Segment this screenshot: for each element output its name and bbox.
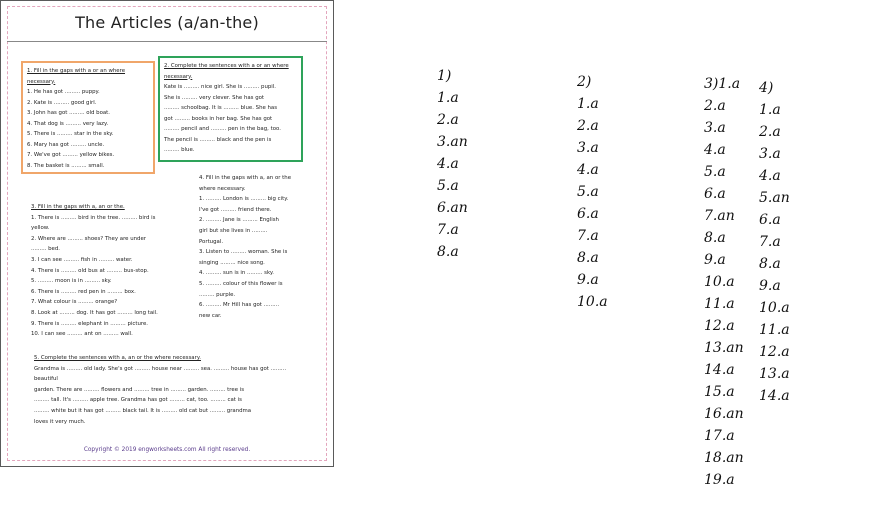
line-item: 11.a: [759, 322, 790, 338]
line-item: 13.an: [704, 340, 744, 356]
line-item: 4. That dog is ......... very lazy.: [27, 120, 109, 127]
line-item: 7.a: [437, 222, 459, 238]
line-item: 5. ......... moon is in ......... sky.: [31, 278, 112, 285]
line-item: 13.a: [759, 366, 790, 382]
line-item: girl but she lives in .........: [199, 227, 268, 234]
exercise-1-box: [21, 61, 155, 174]
line-item: Kate is ......... nice girl. She is ......... pupil.: [164, 84, 277, 90]
line-item: 1.a: [759, 102, 781, 118]
exercise-3-lines: [31, 213, 191, 340]
line-item: ......... white but it has got ......... black tail. It is ......... old cat but ......... grandma: [34, 407, 252, 414]
line-item: 9. There is ......... elephant in ......... picture.: [31, 320, 148, 327]
exercise-5-block: [34, 353, 300, 427]
title-divider: [7, 41, 327, 42]
line-item: 1): [437, 68, 452, 84]
line-item: 3.an: [437, 134, 468, 150]
line-item: 8.a: [704, 230, 726, 246]
line-item: 6.a: [759, 212, 781, 228]
line-item: 1. There is ......... bird in the tree. ......... bird is: [31, 214, 156, 221]
line-item: 5. There is ......... star in the sky.: [27, 131, 114, 137]
line-item: 2.a: [759, 124, 781, 140]
line-item: 7.an: [704, 208, 735, 224]
line-item: 6.a: [704, 186, 726, 202]
line-item: 8.a: [759, 256, 781, 272]
exercise-4-block: [199, 173, 305, 321]
line-item: 2. Kate is ......... good girl.: [27, 99, 97, 106]
line-item: 2.a: [577, 118, 599, 134]
line-item: 17.a: [704, 428, 735, 444]
line-item: 10.a: [759, 300, 790, 316]
line-item: 7. We've got ......... yellow bikes.: [27, 152, 115, 158]
line-item: 7. What colour is ......... orange?: [31, 299, 118, 306]
line-item: yellow.: [31, 225, 50, 232]
line-item: Portugal.: [199, 238, 224, 245]
line-item: 6.an: [437, 200, 468, 216]
line-item: 4. ......... sun is in ......... sky.: [199, 270, 275, 277]
line-item: 4.a: [437, 156, 459, 172]
line-item: 5.a: [704, 164, 726, 180]
line-item: singing ......... nice song.: [199, 259, 265, 266]
line-item: 4.a: [577, 162, 599, 178]
line-item: 6. ......... Mr Hill has got .........: [199, 302, 280, 309]
line-item: 2): [577, 74, 592, 90]
line-item: 11.a: [704, 296, 735, 312]
line-item: 6. Mary has got ......... uncle.: [27, 141, 105, 148]
line-item: 10.a: [577, 294, 608, 310]
line-item: She is ......... very clever. She has got: [164, 94, 265, 101]
line-item: ......... blue.: [164, 147, 195, 153]
line-item: 10.a: [704, 274, 735, 290]
exercise-5-heading: 5. Complete the sentences with a, an or the where necessary.: [34, 355, 201, 361]
line-item: 3.a: [759, 146, 781, 162]
line-item: 8.a: [577, 250, 599, 266]
line-item: 3.a: [577, 140, 599, 156]
answers-column-4: [759, 77, 790, 407]
exercise-4-heading: 4. Fill in the gaps with a, an or the where necessary.: [199, 175, 292, 192]
worksheet-image: [0, 0, 334, 467]
exercise-2-heading: 2. Complete the sentences with a or an where necessary.: [164, 63, 289, 80]
line-item: 9.a: [759, 278, 781, 294]
line-item: 19.a: [704, 472, 735, 488]
line-item: 9.a: [577, 272, 599, 288]
line-item: garden. There are ......... flowers and ......... tree in ......... garden. ......... tree is: [34, 386, 245, 393]
line-item: 15.a: [704, 384, 735, 400]
line-item: 5.a: [437, 178, 459, 194]
exercise-1-heading: 1. Fill in the gaps with a or an where necessary.: [27, 68, 126, 85]
exercise-2-lines: [164, 82, 297, 156]
exercise-3-heading: 3. Fill in the gaps with a, an or the.: [31, 204, 125, 210]
exercise-4-lines: [199, 194, 305, 321]
exercise-5-lines: [34, 364, 300, 428]
line-item: 3. I can see ......... fish in ......... water.: [31, 256, 133, 263]
line-item: 3)1.a: [704, 76, 741, 92]
line-item: 1.a: [577, 96, 599, 112]
line-item: 5. ......... colour of this flower is: [199, 280, 283, 287]
line-item: 16.an: [704, 406, 744, 422]
line-item: 18.an: [704, 450, 744, 466]
worksheet-title: The Articles (a/an-the): [75, 13, 259, 32]
line-item: 12.a: [759, 344, 790, 360]
line-item: 3. John has got ......... old boat.: [27, 110, 110, 116]
line-item: 14.a: [704, 362, 735, 378]
line-item: 8. Look at ......... dog. It has got ......... long tail.: [31, 309, 158, 316]
line-item: 1.a: [437, 90, 459, 106]
answers-column-1: [437, 65, 468, 263]
line-item: 7.a: [577, 228, 599, 244]
line-item: ......... schoolbag. It is ......... blue. She has: [164, 105, 278, 111]
line-item: 4.a: [759, 168, 781, 184]
line-item: got ......... books in her bag. She has got: [164, 115, 273, 122]
line-item: The pencil is ......... black and the pen is: [164, 136, 272, 143]
line-item: 4.a: [704, 142, 726, 158]
line-item: new car.: [199, 312, 222, 319]
answers-column-3: [704, 73, 744, 491]
exercise-3-block: [31, 202, 191, 340]
line-item: I've got ......... friend there.: [199, 206, 272, 213]
line-item: 2. Where are ......... shoes? They are under: [31, 235, 146, 242]
line-item: 2.a: [437, 112, 459, 128]
line-item: 2. ......... Jane is ......... English: [199, 217, 279, 224]
line-item: 5.a: [577, 184, 599, 200]
line-item: 1. ......... London is ......... big city.: [199, 196, 289, 203]
line-item: ......... tall. It's ......... apple tree. Grandma has got ......... cat, too. ......... cat is: [34, 397, 242, 404]
line-item: 3.a: [704, 120, 726, 136]
line-item: 4): [759, 80, 774, 96]
answers-column-2: [577, 71, 608, 313]
line-item: 5.an: [759, 190, 790, 206]
line-item: 2.a: [704, 98, 726, 114]
line-item: 4. There is ......... old bus at ......... bus-stop.: [31, 267, 149, 274]
line-item: 9.a: [704, 252, 726, 268]
line-item: ......... pencil and ......... pen in the bag, too.: [164, 126, 281, 132]
line-item: 3. Listen to ......... woman. She is: [199, 249, 288, 256]
line-item: 12.a: [704, 318, 735, 334]
line-item: 6. There is ......... red pen in ......... box.: [31, 288, 136, 295]
exercise-2-box: [158, 56, 303, 162]
line-item: 1. He has got ......... puppy.: [27, 89, 100, 95]
line-item: 7.a: [759, 234, 781, 250]
line-item: 6.a: [577, 206, 599, 222]
line-item: loves it very much.: [34, 418, 86, 425]
line-item: 8. The basket is ......... small.: [27, 162, 105, 169]
exercise-1-lines: [27, 87, 149, 171]
line-item: 14.a: [759, 388, 790, 404]
copyright-text: Copyright © 2019 engworksheets.com All right reserved.: [83, 447, 251, 453]
line-item: ......... bed.: [31, 246, 61, 253]
line-item: Grandma is ......... old lady. She's got ......... house near ......... sea. ......... house has got ......... beautiful: [34, 365, 287, 383]
line-item: 10. I can see ......... ant on ......... wall.: [31, 331, 133, 338]
line-item: 8.a: [437, 244, 459, 260]
line-item: ......... purple.: [199, 291, 236, 298]
